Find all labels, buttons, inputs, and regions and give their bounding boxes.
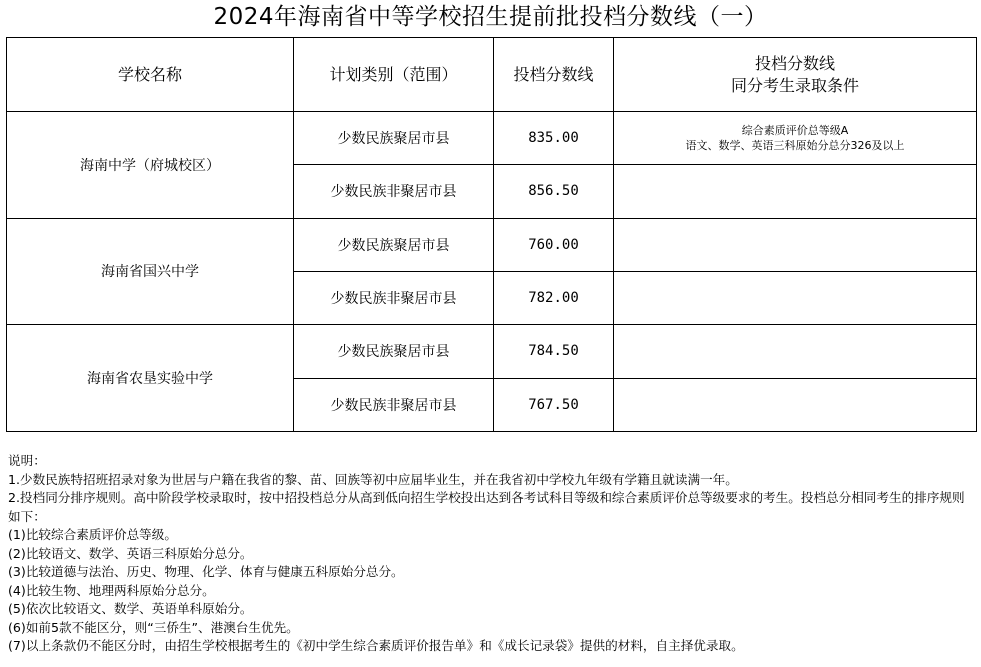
notes-section [8,452,976,656]
condition-cell [614,378,977,431]
school-name-cell: 海南省国兴中学 [7,218,294,325]
note-rule-2: (2)比较语文、数学、英语三科原始分总分。 [8,545,253,561]
table-row [7,325,977,378]
category-cell: 少数民族聚居市县 [294,218,494,271]
notes-heading: 说明： [8,453,46,468]
condition-line2: 语文、数学、英语三科原始分总分326及以上 [685,139,905,153]
condition-cell [614,218,977,271]
header-school-name: 学校名称 [7,38,294,112]
category-cell: 少数民族聚居市县 [294,325,494,378]
category-cell: 少数民族非聚居市县 [294,378,494,431]
school-name-cell: 海南中学（府城校区） [7,112,294,219]
condition-line1: 综合素质评价总等级A [741,124,849,138]
score-cell: 784.50 [494,325,614,378]
category-cell: 少数民族非聚居市县 [294,271,494,324]
score-cell: 856.50 [494,165,614,218]
header-score-line: 投档分数线 [494,38,614,112]
page-title: 2024年海南省中等学校招生提前批投档分数线（一） [213,4,768,30]
admission-score-table [6,37,977,432]
category-cell: 少数民族非聚居市县 [294,165,494,218]
score-cell: 767.50 [494,378,614,431]
header-tie-condition-line1: 投档分数线 [754,53,835,73]
note-rule-4: (4)比较生物、地理两科原始分总分。 [8,582,215,598]
score-cell: 782.00 [494,271,614,324]
table-row [7,218,977,271]
condition-cell [614,325,977,378]
note-rule-5: (5)依次比较语文、数学、英语单科原始分。 [8,601,253,616]
condition-cell [614,165,977,218]
header-tie-condition [614,38,977,112]
condition-cell [614,271,977,324]
note-rule-3: (3)比较道德与法治、历史、物理、化学、体育与健康五科原始分总分。 [8,564,404,579]
header-plan-category: 计划类别（范围） [294,38,494,112]
condition-cell [614,112,977,165]
score-cell: 835.00 [494,112,614,165]
header-tie-condition-line2: 同分考生录取条件 [730,75,859,95]
table-row [7,112,977,165]
school-name-cell: 海南省农垦实验中学 [7,325,294,432]
note-item-1: 1.少数民族特招班招录对象为世居与户籍在我省的黎、苗、回族等初中应届毕业生，并在我省初中学校九年级有学籍且就读满一年。 [8,471,738,487]
note-item-2: 2.投档同分排序规则。高中阶段学校录取时，按中招投档总分从高到低向招生学校投出达到各考试科目等级和综合素质评价总等级要求的考生。投档总分相同考生的排序规则如下： [8,490,965,524]
score-cell: 760.00 [494,218,614,271]
table-header-row [7,38,977,112]
note-rule-1: (1)比较综合素质评价总等级。 [8,527,177,542]
note-rule-7: (7)以上条款仍不能区分时，由招生学校根据考生的《初中学生综合素质评价报告单》和《成长记录袋》提供的材料，自主择优录取。 [8,638,744,653]
note-rule-6: (6)如前5款不能区分，则“三侨生”、港澳台生优先。 [8,619,299,635]
category-cell: 少数民族聚居市县 [294,112,494,165]
